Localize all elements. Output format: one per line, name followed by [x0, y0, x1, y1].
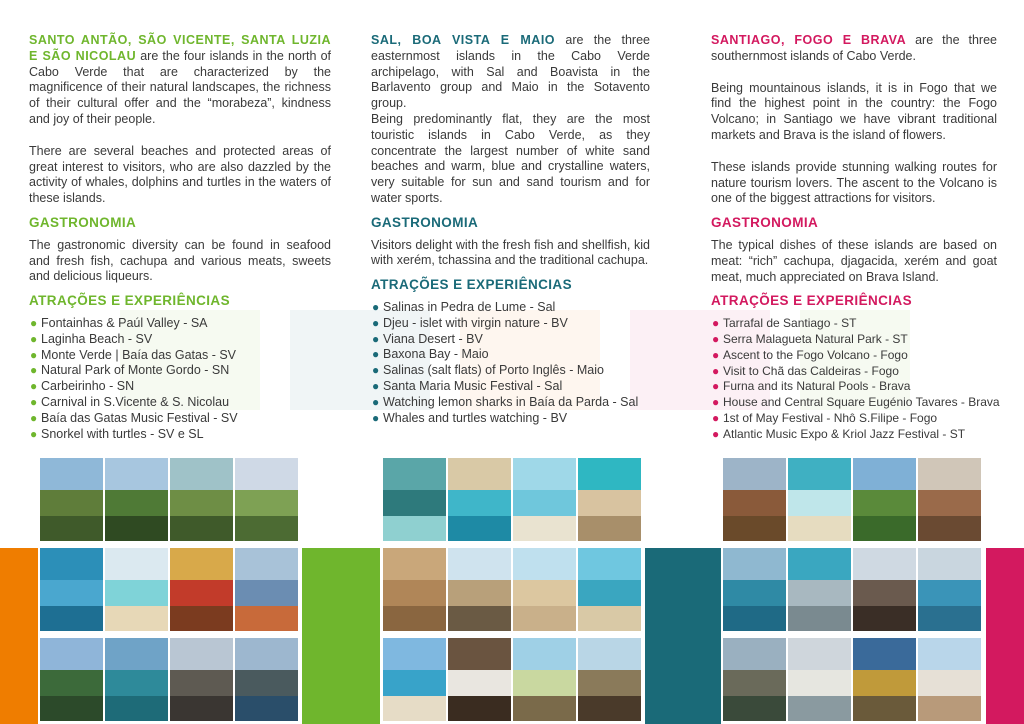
bullet-icon: ● — [712, 426, 720, 441]
photo-tile — [383, 458, 446, 541]
intro-paragraph-2: There are several beaches and protected areas of great interest to visitors, who are also dazzled by the activity of whales, dolphins and turtles in the waters of these islands. — [29, 143, 331, 206]
photo-tile — [105, 548, 168, 631]
photo-tile — [788, 638, 851, 721]
bullet-icon: ● — [712, 316, 720, 331]
bullet-icon: ● — [712, 395, 720, 410]
list-item: ● Ascent to the Fogo Volcano - Fogo — [712, 347, 908, 362]
intro-paragraph-3: These islands provide stunning walking routes for nature tourism lovers. The ascent to the Volcano is one of the biggest attractions for visitors. — [711, 159, 997, 206]
photo-tile — [723, 548, 786, 631]
list-item: ● Serra Malagueta Natural Park - ST — [712, 331, 908, 346]
photo-tile — [853, 638, 916, 721]
photo-tile — [170, 638, 233, 721]
photo-tile — [383, 548, 446, 631]
photo-tile — [448, 458, 511, 541]
photo-tile — [578, 458, 641, 541]
photo-tile — [105, 458, 168, 541]
intro-heading: SAL, BOA VISTA E MAIO — [371, 33, 556, 47]
photo-tile — [788, 548, 851, 631]
photo-tile — [513, 458, 576, 541]
bullet-icon: ● — [712, 379, 720, 394]
photo-tile — [853, 548, 916, 631]
bullet-icon: ● — [372, 347, 380, 362]
intro-paragraph: SAL, BOA VISTA E MAIO are the three easternmost islands in the Cabo Verde archipelago, with Sal and Boavista in the Barlavento group and Maio in the Sotavento group. — [371, 33, 650, 111]
bullet-icon: ● — [372, 410, 380, 425]
photo-tile — [105, 638, 168, 721]
gastronomy-heading: GASTRONOMIA — [371, 214, 479, 230]
bullet-icon: ● — [30, 410, 38, 425]
bullet-icon: ● — [30, 347, 38, 362]
color-band-teal — [645, 548, 721, 724]
list-item: ● Salinas (salt flats) of Porto Inglês - Maio — [372, 363, 604, 378]
photo-tile — [235, 548, 298, 631]
list-item: ● Salinas in Pedra de Lume - Sal — [372, 299, 556, 314]
photo-tile — [40, 458, 103, 541]
list-item: ● House and Central Square Eugénio Tavares - Brava — [712, 395, 1000, 410]
photo-tile — [448, 548, 511, 631]
list-item: ● Fontainhas & Paúl Valley - SA — [30, 315, 208, 330]
list-item: ● Tarrafal de Santiago - ST — [712, 316, 857, 331]
photo-tile — [235, 638, 298, 721]
intro-heading: SANTIAGO, FOGO E BRAVA — [711, 33, 907, 47]
column-north-islands — [29, 33, 331, 442]
list-item: ● Santa Maria Music Festival - Sal — [372, 378, 563, 393]
photo-tile — [788, 458, 851, 541]
photo-tile — [578, 638, 641, 721]
attractions-list — [371, 300, 650, 426]
intro-paragraph: SANTIAGO, FOGO E BRAVA are the three southernmost islands of Cabo Verde. — [711, 33, 997, 63]
attractions-list — [29, 316, 331, 442]
bullet-icon: ● — [30, 331, 38, 346]
list-item: ● Whales and turtles watching - BV — [372, 410, 568, 425]
list-item: ● Snorkel with turtles - SV e SL — [30, 426, 204, 441]
photo-tile — [723, 638, 786, 721]
list-item: ● Carbeirinho - SN — [30, 379, 135, 394]
photo-tile — [170, 548, 233, 631]
list-item: ● Viana Desert - BV — [372, 331, 483, 346]
bullet-icon: ● — [372, 299, 380, 314]
color-band-magenta — [986, 548, 1024, 724]
photo-tile — [383, 638, 446, 721]
list-item: ● Visit to Chã das Caldeiras - Fogo — [712, 363, 899, 378]
bullet-icon: ● — [30, 315, 38, 330]
intro-heading: SANTO ANTÃO, SÃO VICENTE, SANTA LUZIA E SÃO NICOLAU — [29, 33, 331, 63]
photo-tile — [918, 548, 981, 631]
attractions-heading: ATRAÇÕES E EXPERIÊNCIAS — [711, 293, 912, 309]
list-item: ● Djeu - islet with virgin nature - BV — [372, 315, 568, 330]
photo-tile — [170, 458, 233, 541]
bullet-icon: ● — [372, 394, 380, 409]
gastronomy-text: The typical dishes of these islands are based on meat: “rich” cachupa, djagacida, xerém and goat meat, much appreciated on Brava Island. — [711, 237, 997, 284]
gastronomy-heading: GASTRONOMIA — [711, 215, 819, 231]
bullet-icon: ● — [372, 363, 380, 378]
bullet-icon: ● — [372, 331, 380, 346]
attractions-heading: ATRAÇÕES E EXPERIÊNCIAS — [371, 277, 572, 293]
photo-tile — [513, 548, 576, 631]
bullet-icon: ● — [712, 347, 720, 362]
intro-paragraph-2: Being mountainous islands, it is in Fogo that we find the highest point in the country: the Fogo Volcano; in Santiago we have vibrant traditional markets and Brava is the island of flowers. — [711, 80, 997, 142]
list-item: ● Furna and its Natural Pools - Brava — [712, 379, 911, 394]
photo-tile — [448, 638, 511, 721]
gastronomy-text: Visitors delight with the fresh fish and shellfish, kid with xerém, tchassina and the traditional cachupa. — [371, 237, 650, 268]
column-south-islands — [711, 33, 1000, 443]
bullet-icon: ● — [712, 331, 720, 346]
attractions-heading: ATRAÇÕES E EXPERIÊNCIAS — [29, 293, 230, 309]
list-item: ● Carnival in S.Vicente & S. Nicolau — [30, 394, 230, 409]
color-band-orange — [0, 548, 38, 724]
bullet-icon: ● — [30, 363, 38, 378]
bullet-icon: ● — [30, 426, 38, 441]
color-band-green — [302, 548, 380, 724]
photo-tile — [918, 638, 981, 721]
list-item: ● Monte Verde | Baía das Gatas - SV — [30, 347, 237, 362]
photo-tile — [853, 458, 916, 541]
column-east-islands — [371, 33, 650, 426]
photo-tile — [918, 458, 981, 541]
gastronomy-heading: GASTRONOMIA — [29, 214, 137, 230]
intro-paragraph: SANTO ANTÃO, SÃO VICENTE, SANTA LUZIA E SÃO NICOLAU are the four islands in the north of Cabo Verde that are characterized by the magnificence of their natural landscapes, the richness of their cultural offer and the “morabeza”, kindness and joy of their people. — [29, 33, 331, 126]
list-item: ● Baxona Bay - Maio — [372, 347, 489, 362]
gastronomy-text: The gastronomic diversity can be found in seafood and fresh fish, cachupa and various meats, sweets and delicious liqueurs. — [29, 237, 331, 284]
bullet-icon: ● — [712, 363, 720, 378]
bullet-icon: ● — [372, 378, 380, 393]
photo-tile — [723, 458, 786, 541]
list-item: ● Natural Park of Monte Gordo - SN — [30, 363, 230, 378]
list-item: ● 1st of May Festival - Nhô S.Filipe - Fogo — [712, 410, 938, 425]
bullet-icon: ● — [30, 394, 38, 409]
photo-tile — [235, 458, 298, 541]
photo-tile — [578, 548, 641, 631]
bullet-icon: ● — [712, 410, 720, 425]
attractions-list — [711, 316, 1000, 442]
photo-tile — [513, 638, 576, 721]
intro-paragraph-2: Being predominantly flat, they are the most touristic islands in Cabo Verde, as they concentrate the largest number of white sand beaches and warm, blue and crystalline waters, very suitable for sun and sand tourism and for water sports. — [371, 111, 650, 205]
bullet-icon: ● — [372, 315, 380, 330]
photo-tile — [40, 638, 103, 721]
list-item: ● Baía das Gatas Music Festival - SV — [30, 410, 238, 425]
list-item: ● Laginha Beach - SV — [30, 331, 153, 346]
photo-tile — [40, 548, 103, 631]
list-item: ● Atlantic Music Expo & Kriol Jazz Festival - ST — [712, 426, 966, 441]
bullet-icon: ● — [30, 379, 38, 394]
list-item: ● Watching lemon sharks in Baía da Parda - Sal — [372, 394, 639, 409]
